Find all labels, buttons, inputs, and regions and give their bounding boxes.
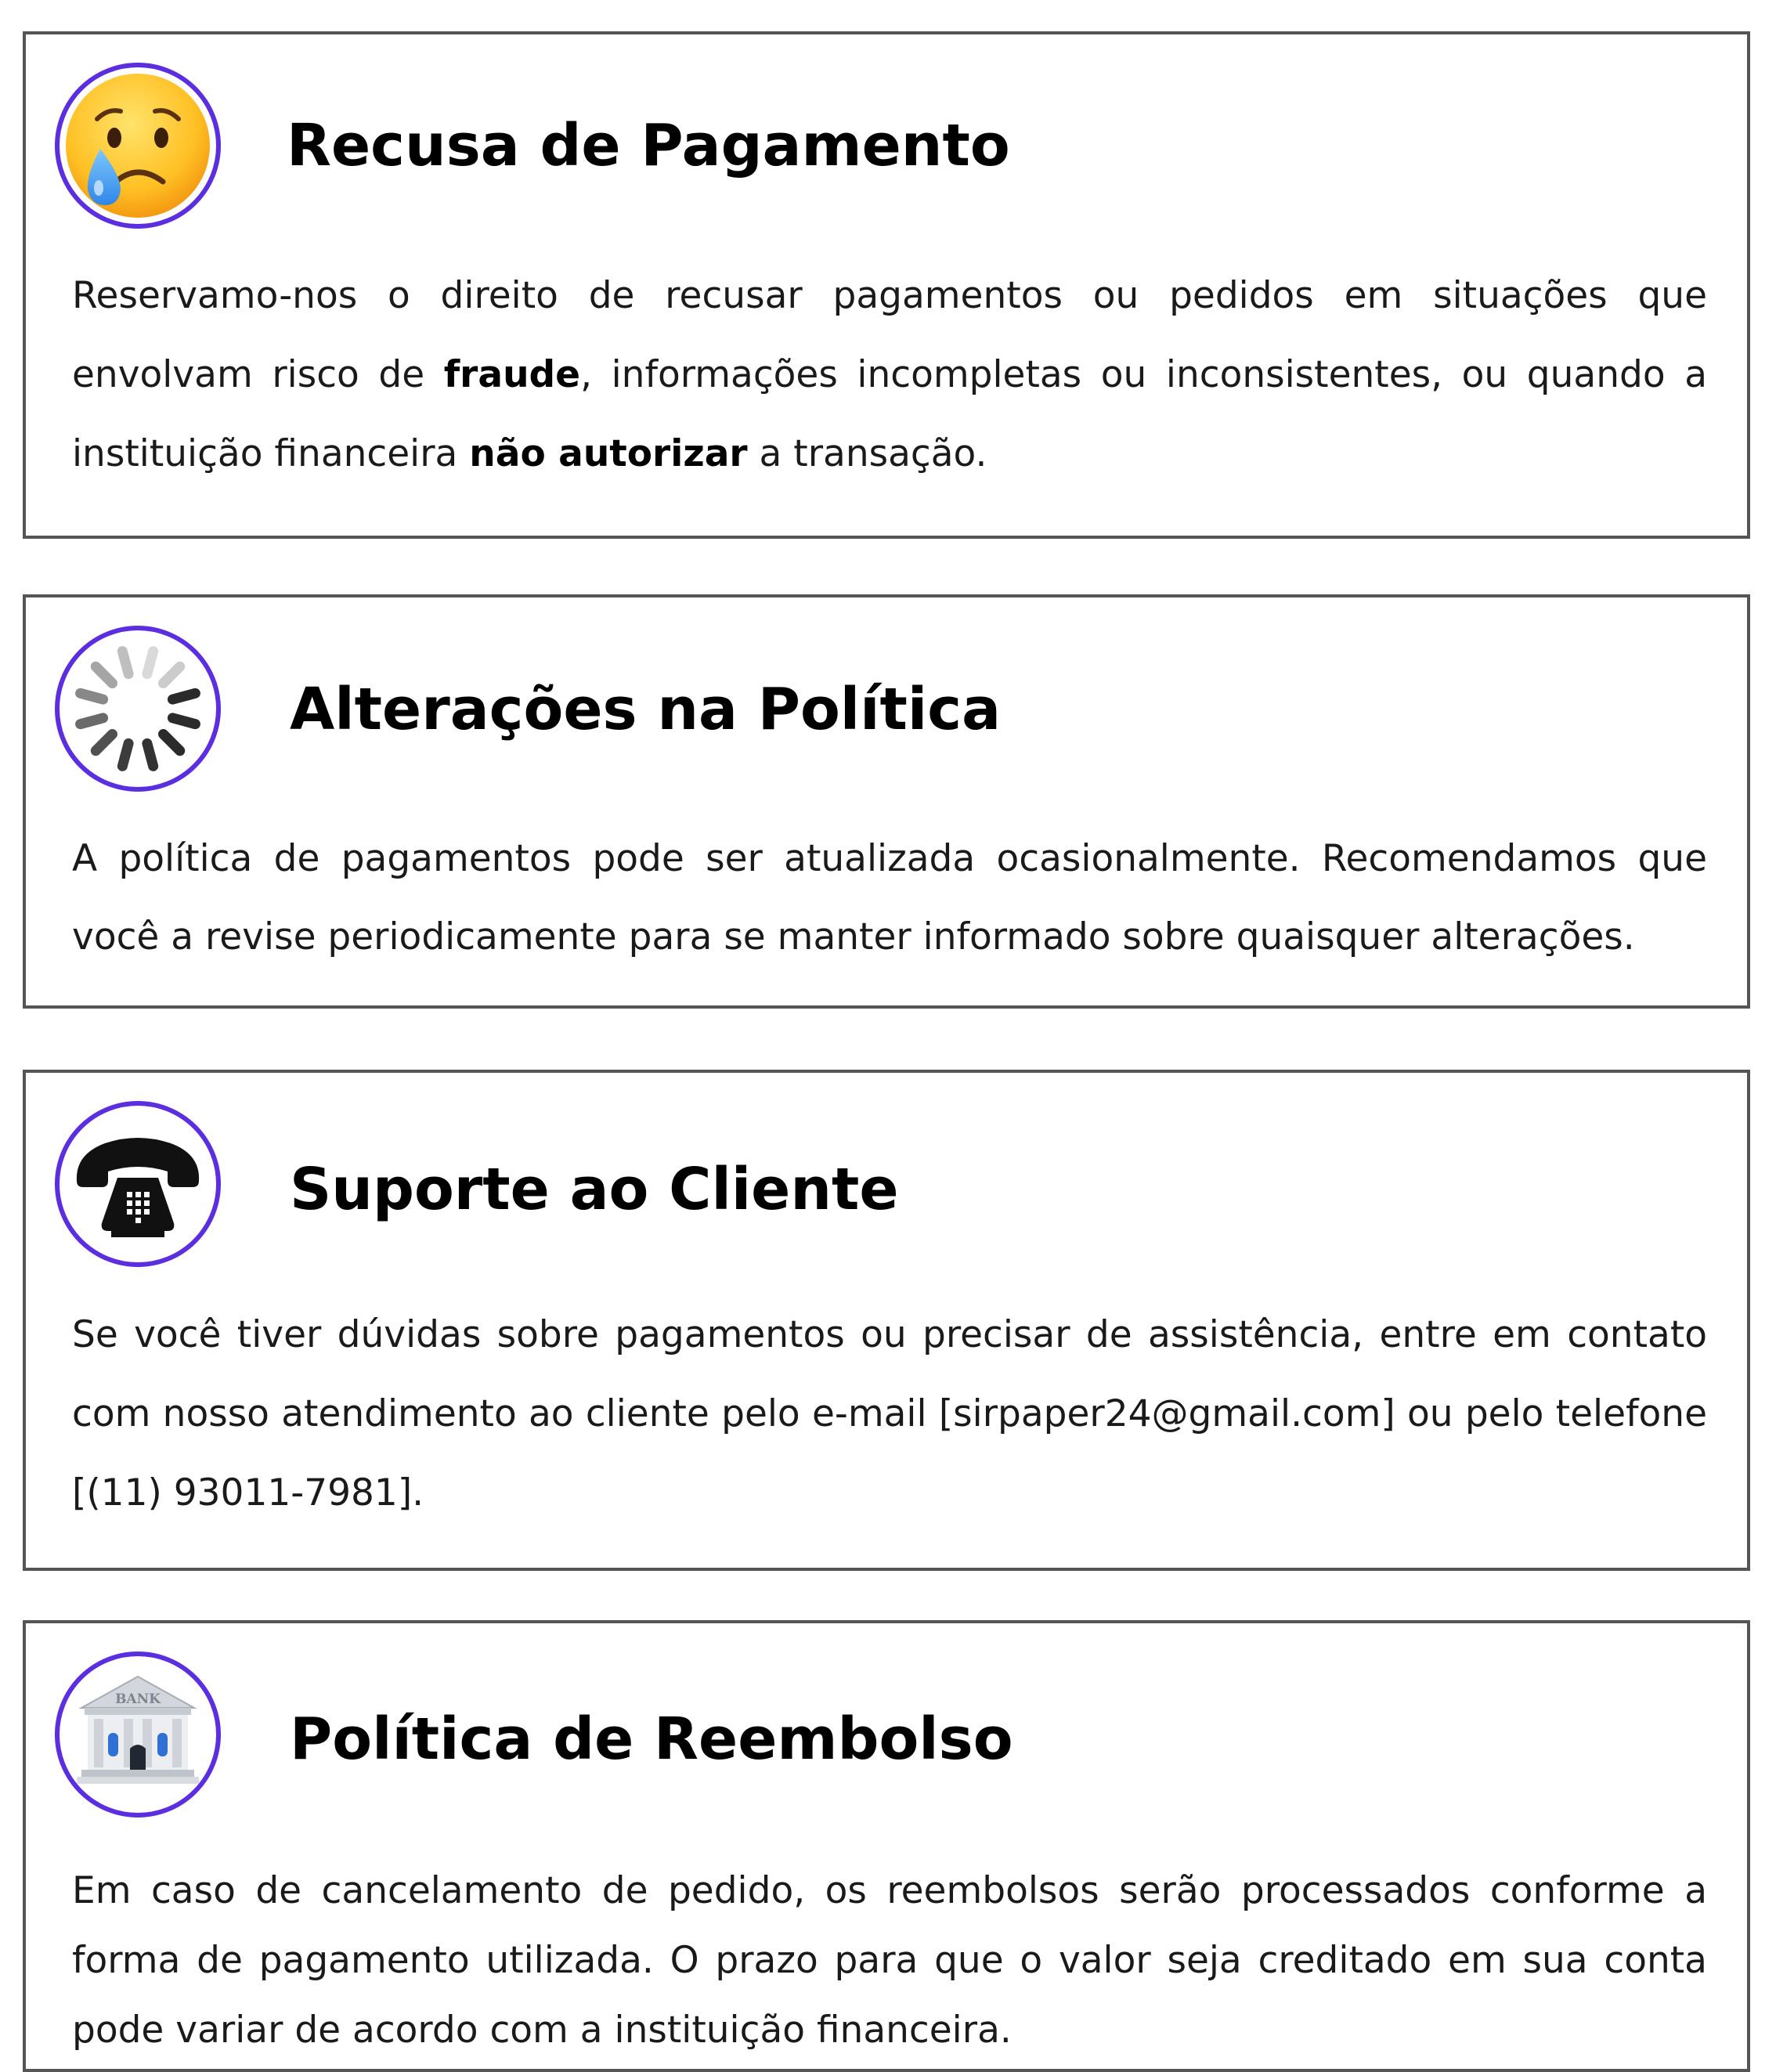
section-title: Política de Reembolso	[290, 1706, 1013, 1773]
bank-icon-label: BANK	[115, 1691, 161, 1707]
section-body: A política de pagamentos pode ser atualizada ocasionalmente. Recomendamos que você a revise periodicamente para se manter informado sobre quaisquer alterações.	[72, 837, 1707, 958]
section-title: Suporte ao Cliente	[290, 1156, 899, 1223]
section-policy-changes	[23, 594, 1750, 1009]
section-title: Recusa de Pagamento	[287, 112, 1010, 179]
telephone-icon	[55, 1101, 221, 1267]
crying-face-icon	[55, 63, 221, 229]
section-refund-policy	[23, 1620, 1750, 2072]
section-body: Em caso de cancelamento de pedido, os reembolsos serão processados conforme a forma de pagamento utilizada. O prazo para que o valor seja creditado em sua conta pode variar de acordo com a instituição financeira.	[72, 1869, 1707, 2052]
emphasis-not-authorize: não autorizar	[469, 432, 748, 475]
section-payment-refusal	[23, 31, 1750, 539]
bank-building-icon	[55, 1651, 221, 1818]
section-body: Reservamo-nos o direito de recusar pagamentos ou pedidos em situações que envolvam risco de fraude, informações incompletas ou inconsistentes, ou quando a instituição financeira não autorizar a transação.	[72, 274, 1707, 475]
emphasis-fraud: fraude	[443, 353, 581, 396]
section-customer-support	[23, 1070, 1750, 1571]
section-body: Se você tiver dúvidas sobre pagamentos ou precisar de assistência, entre em contato com nosso atendimento ao cliente pelo e-mail [sirpaper24@gmail.com] ou pelo telefone [(11) 93011-7981].	[72, 1313, 1707, 1514]
loading-spinner-icon	[55, 626, 221, 792]
section-title: Alterações na Política	[290, 676, 1002, 743]
